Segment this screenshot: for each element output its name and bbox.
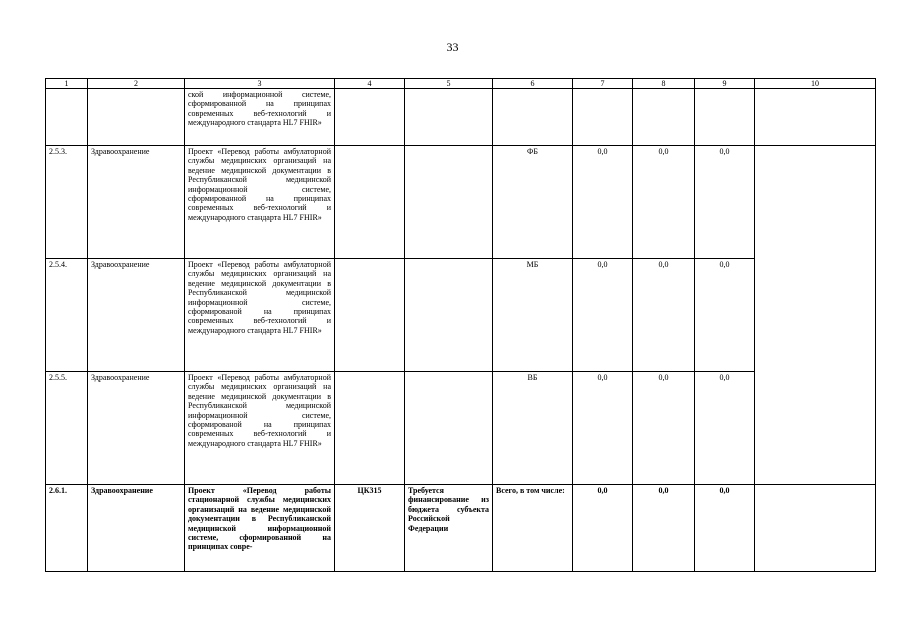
- row-number: 2.5.4.: [46, 259, 88, 372]
- row-code: [335, 89, 405, 146]
- row-code: [335, 259, 405, 372]
- column-number: 10: [755, 79, 876, 89]
- row-value-8: 0,0: [633, 485, 695, 572]
- row-value-8: 0,0: [633, 259, 695, 372]
- table-row: [46, 89, 876, 146]
- row-value-8: [633, 89, 695, 146]
- row-note: [405, 89, 493, 146]
- row-note: [405, 146, 493, 259]
- row-sector: Здравоохранение: [88, 259, 185, 372]
- row-value-7: 0,0: [573, 259, 633, 372]
- row-value-9: 0,0: [695, 485, 755, 572]
- column-number-row: [46, 79, 876, 89]
- row-description: Проект «Перевод работы амбулаторной службы медицинских организаций на ведение медицинской документации в Республиканской медицинской информационной системе, сформированой на принципах современных веб-технологий и международного стандарта HL7 FHIR»: [185, 372, 335, 485]
- row-fund: ФБ: [493, 146, 573, 259]
- table-row: [46, 259, 876, 372]
- row-value-7: 0,0: [573, 372, 633, 485]
- row-code: [335, 146, 405, 259]
- row-description: Проект «Перевод работы амбулаторной службы медицинских организаций на ведение медицинской документации в Республиканской медицинской информационной системе, сформированной на принципах современных веб-технологий и международного стандарта HL7 FHIR»: [185, 146, 335, 259]
- table-row: [46, 372, 876, 485]
- row-description: Проект «Перевод работы стационарной службы медицинских организаций на ведение медицинской документации в Республиканской медицинской информационной системе, сформированной на принципах совре-: [185, 485, 335, 572]
- row-code: ЦК315: [335, 485, 405, 572]
- row-number: [46, 89, 88, 146]
- page-number: 33: [446, 40, 459, 54]
- row-value-10: [755, 89, 876, 146]
- row-sector: Здравоохранение: [88, 146, 185, 259]
- row-fund: [493, 89, 573, 146]
- row-sector: Здравоохранение: [88, 485, 185, 572]
- column-number: 3: [185, 79, 335, 89]
- column-number: 2: [88, 79, 185, 89]
- row-number: 2.5.5.: [46, 372, 88, 485]
- row-value-7: 0,0: [573, 146, 633, 259]
- row-value-7: [573, 89, 633, 146]
- column-number: 1: [46, 79, 88, 89]
- row-value-7: 0,0: [573, 485, 633, 572]
- row-fund: Всего, в том числе:: [493, 485, 573, 572]
- table-row: [46, 485, 876, 572]
- column-number: 9: [695, 79, 755, 89]
- program-table: [45, 78, 876, 572]
- table-row: [46, 146, 876, 259]
- row-note: [405, 259, 493, 372]
- row-note: Требуется финансирование из бюджета субъекта Российской Федерации: [405, 485, 493, 572]
- row-value-8: 0,0: [633, 372, 695, 485]
- row-fund: МБ: [493, 259, 573, 372]
- row-number: 2.5.3.: [46, 146, 88, 259]
- row-value-10: [755, 146, 876, 485]
- column-number: 4: [335, 79, 405, 89]
- row-value-9: [695, 89, 755, 146]
- row-code: [335, 372, 405, 485]
- row-number: 2.6.1.: [46, 485, 88, 572]
- row-sector: [88, 89, 185, 146]
- column-number: 8: [633, 79, 695, 89]
- row-fund: ВБ: [493, 372, 573, 485]
- row-sector: Здравоохранение: [88, 372, 185, 485]
- row-value-10: [755, 485, 876, 572]
- row-note: [405, 372, 493, 485]
- row-value-9: 0,0: [695, 146, 755, 259]
- row-description: Проект «Перевод работы амбулаторной службы медицинских организаций на ведение медицинской документации в Республиканской медицинской информационной системе, сформированой на принципах современных веб-технологий и международного стандарта HL7 FHIR»: [185, 259, 335, 372]
- row-value-9: 0,0: [695, 372, 755, 485]
- row-description: ской информационной системе, сформированной на принципах современных веб-технологий и международного стандарта HL7 FHIR»: [185, 89, 335, 146]
- row-value-9: 0,0: [695, 259, 755, 372]
- column-number: 6: [493, 79, 573, 89]
- column-number: 7: [573, 79, 633, 89]
- column-number: 5: [405, 79, 493, 89]
- row-value-8: 0,0: [633, 146, 695, 259]
